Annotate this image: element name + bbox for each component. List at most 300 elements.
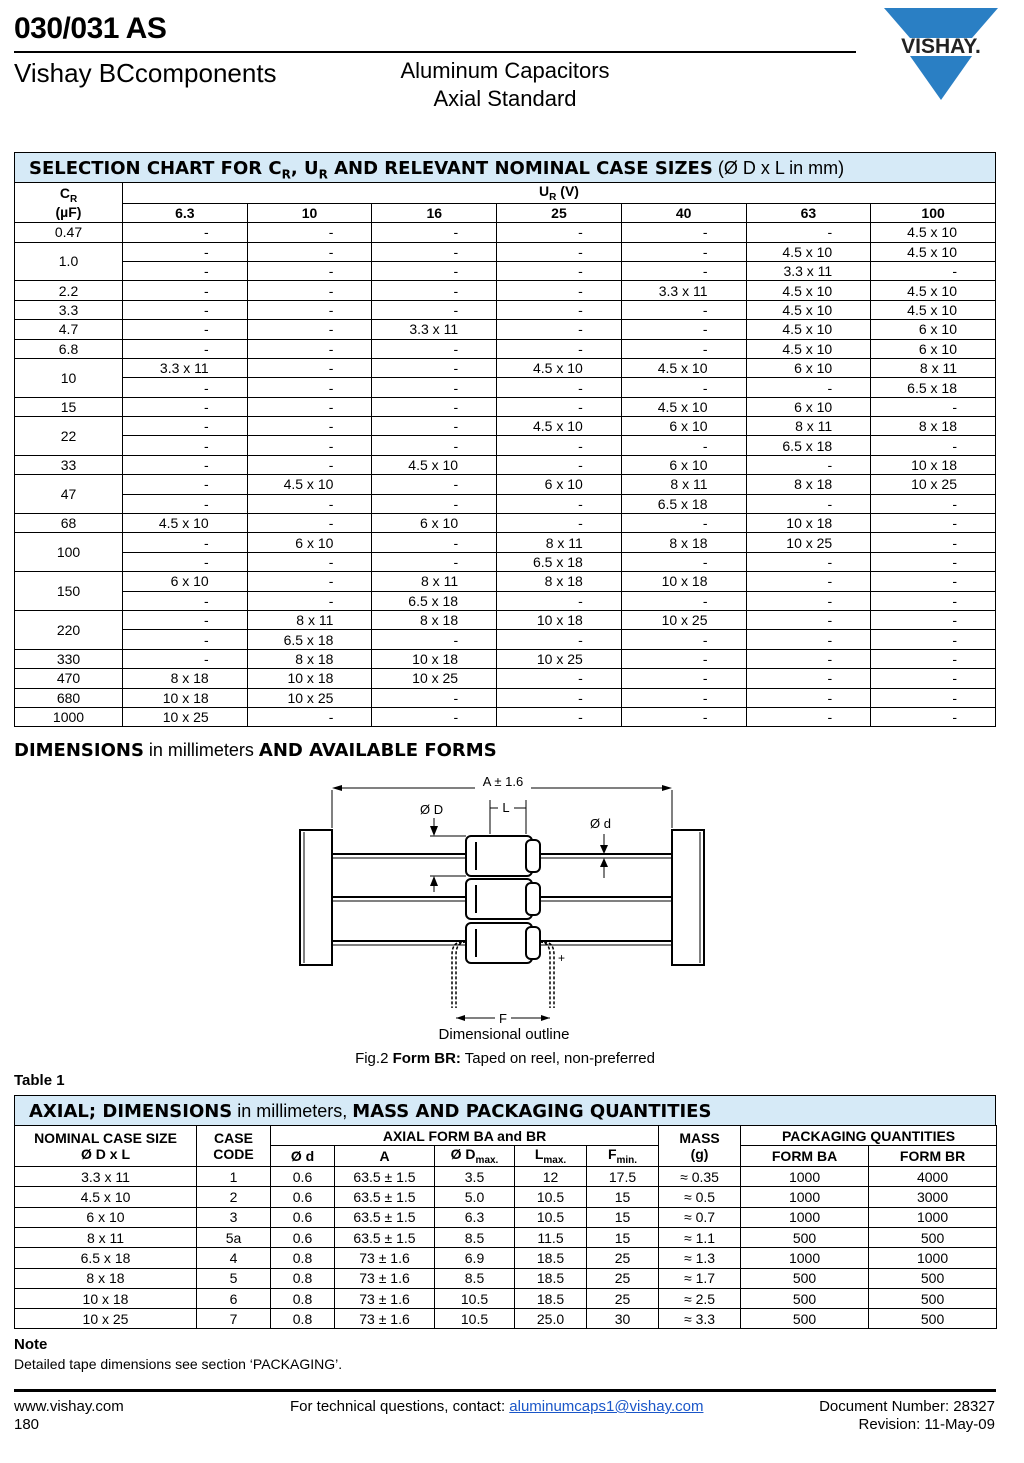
ur-header: $U_R$ (V) <box>123 183 996 204</box>
case-size-cell: 10 x 18 <box>123 688 248 707</box>
dimension-a-label: A ± 1.6 <box>482 774 524 789</box>
case-size-cell: - <box>123 630 248 649</box>
nominal-size-cell: 6 x 10 <box>15 1207 197 1227</box>
capacitance-cell: 6.8 <box>15 339 123 358</box>
case-size-cell: 4.5 x 10 <box>746 339 871 358</box>
case-size-cell: - <box>621 514 746 533</box>
dimensions-heading: DIMENSIONS in millimeters AND AVAILABLE FORMS <box>14 740 497 761</box>
page-number: 180 <box>14 1416 40 1433</box>
case-size-cell: 6 x 10 <box>871 320 996 339</box>
lead-diameter-cell: 0.6 <box>271 1227 335 1247</box>
case-size-cell: - <box>746 630 871 649</box>
capacitance-cell: 150 <box>15 572 123 611</box>
case-size-cell: 10 x 18 <box>746 514 871 533</box>
table-row <box>15 397 996 416</box>
case-size-cell: - <box>621 707 746 726</box>
case-size-cell: - <box>123 261 248 280</box>
case-size-cell: 4.5 x 10 <box>123 514 248 533</box>
case-size-cell: - <box>871 494 996 513</box>
case-size-cell: - <box>372 436 497 455</box>
form-ba-cell: 500 <box>741 1288 869 1308</box>
case-size-cell: 6 x 10 <box>372 514 497 533</box>
case-size-cell: - <box>123 475 248 494</box>
vishay-logo <box>882 8 1000 104</box>
capacitance-cell: 3.3 <box>15 300 123 319</box>
table-row <box>15 1167 997 1187</box>
case-size-cell: - <box>247 397 372 416</box>
case-size-cell: - <box>621 300 746 319</box>
d-max-cell: 8.5 <box>435 1268 515 1288</box>
case-size-cell: - <box>497 455 622 474</box>
case-size-cell: 8 x 18 <box>746 475 871 494</box>
mass-cell: ≈ 1.3 <box>659 1248 741 1268</box>
case-size-cell: - <box>372 475 497 494</box>
f-min-cell: 30 <box>587 1309 659 1329</box>
case-size-cell: 10 x 25 <box>621 611 746 630</box>
nominal-size-cell: 8 x 18 <box>15 1268 197 1288</box>
table-row <box>15 494 996 513</box>
case-size-cell: - <box>123 320 248 339</box>
voltage-header: 63 <box>746 203 871 222</box>
document-number: Document Number: 28327 <box>819 1398 995 1415</box>
case-size-cell: - <box>871 707 996 726</box>
selection-chart-title: SELECTION CHART FOR $C_R$, $U_R$ AND RELEVANT NOMINAL CASE SIZES (Ø D x L in mm) <box>14 152 996 182</box>
table-row <box>15 1248 997 1268</box>
figure-caption: Fig.2 Form BR: Taped on reel, non-preferred <box>355 1050 655 1067</box>
table-row <box>15 649 996 668</box>
case-size-cell: 10 x 18 <box>497 611 622 630</box>
case-code-cell: 5 <box>197 1268 271 1288</box>
f-min-header: $F_{min.}$ <box>587 1146 659 1167</box>
d-max-cell: 8.5 <box>435 1227 515 1247</box>
l-max-cell: 18.5 <box>515 1248 587 1268</box>
case-size-cell: - <box>871 514 996 533</box>
d-max-cell: 6.9 <box>435 1248 515 1268</box>
case-size-cell: - <box>746 455 871 474</box>
nominal-size-cell: 10 x 25 <box>15 1309 197 1329</box>
case-size-cell: - <box>247 514 372 533</box>
case-size-cell: 8 x 18 <box>247 649 372 668</box>
case-size-cell: - <box>123 436 248 455</box>
case-size-cell: - <box>123 397 248 416</box>
case-size-cell: 6 x 10 <box>746 358 871 377</box>
case-size-cell: 3.3 x 11 <box>123 358 248 377</box>
axial-dimensions-table <box>14 1125 997 1329</box>
case-size-cell: - <box>621 688 746 707</box>
case-size-cell: - <box>621 223 746 242</box>
mass-cell: ≈ 0.35 <box>659 1167 741 1187</box>
case-size-cell: - <box>372 300 497 319</box>
dimension-small-d-label: Ø d <box>590 816 611 831</box>
case-size-cell: - <box>746 649 871 668</box>
case-size-cell: - <box>372 339 497 358</box>
case-size-cell: - <box>746 494 871 513</box>
footer-website-link[interactable]: www.vishay.com <box>14 1398 124 1415</box>
table-row <box>15 417 996 436</box>
case-size-cell: - <box>372 533 497 552</box>
table-row <box>15 475 996 494</box>
case-size-cell: - <box>123 649 248 668</box>
lead-diameter-cell: 0.6 <box>271 1187 335 1207</box>
form-ba-header: FORM BA <box>741 1146 869 1167</box>
form-br-cell: 3000 <box>869 1187 997 1207</box>
l-max-cell: 10.5 <box>515 1187 587 1207</box>
case-size-cell: 10 x 25 <box>372 669 497 688</box>
note-text: Detailed tape dimensions see section ‘PACKAGING’. <box>14 1356 343 1372</box>
f-min-cell: 15 <box>587 1207 659 1227</box>
header-rule <box>14 51 856 53</box>
nominal-size-cell: 10 x 18 <box>15 1288 197 1308</box>
capacitance-cell: 0.47 <box>15 223 123 242</box>
case-size-cell: 4.5 x 10 <box>746 320 871 339</box>
case-size-cell: 6.5 x 18 <box>497 552 622 571</box>
capacitance-cell: 220 <box>15 611 123 650</box>
length-a-cell: 73 ± 1.6 <box>335 1268 435 1288</box>
lead-diameter-cell: 0.6 <box>271 1207 335 1227</box>
capacitance-cell: 1000 <box>15 707 123 726</box>
case-size-cell: 6 x 10 <box>621 455 746 474</box>
case-size-cell: - <box>746 591 871 610</box>
lead-diameter-cell: 0.8 <box>271 1309 335 1329</box>
subtitle-line-2: Axial Standard <box>433 86 577 111</box>
d-max-cell: 10.5 <box>435 1309 515 1329</box>
case-size-cell: - <box>621 436 746 455</box>
case-size-cell: 10 x 18 <box>871 455 996 474</box>
subtitle-line-1: Aluminum Capacitors <box>400 58 610 83</box>
case-size-cell: - <box>372 397 497 416</box>
voltage-header: 25 <box>497 203 622 222</box>
case-size-cell: - <box>871 669 996 688</box>
case-size-cell: - <box>247 281 372 300</box>
capacitance-cell: 1.0 <box>15 242 123 281</box>
capacitance-cell: 10 <box>15 358 123 397</box>
case-size-cell: - <box>247 436 372 455</box>
voltage-header: 100 <box>871 203 996 222</box>
nominal-case-size-header: NOMINAL CASE SIZE Ø D x L <box>15 1126 197 1167</box>
case-size-cell: - <box>621 242 746 261</box>
case-size-cell: - <box>123 455 248 474</box>
case-size-cell: 10 x 25 <box>746 533 871 552</box>
case-size-cell: - <box>123 494 248 513</box>
case-size-cell: 6 x 10 <box>497 475 622 494</box>
case-size-cell: - <box>871 397 996 416</box>
case-code-cell: 1 <box>197 1167 271 1187</box>
capacitance-cell: 330 <box>15 649 123 668</box>
case-size-cell: 4.5 x 10 <box>746 300 871 319</box>
length-a-header: A <box>335 1146 435 1167</box>
case-size-cell: - <box>247 707 372 726</box>
case-size-cell: - <box>372 261 497 280</box>
dimension-l-label: L <box>502 800 510 815</box>
footer-contact: For technical questions, contact: aluminumcaps1@vishay.com <box>290 1398 704 1415</box>
case-size-cell: 8 x 11 <box>372 572 497 591</box>
case-size-cell: - <box>247 552 372 571</box>
l-max-cell: 12 <box>515 1167 587 1187</box>
table-row <box>15 261 996 280</box>
case-size-cell: - <box>871 688 996 707</box>
case-size-cell: 8 x 11 <box>621 475 746 494</box>
case-size-cell: 10 x 25 <box>123 707 248 726</box>
capacitor-body-3 <box>466 923 540 963</box>
case-size-cell: 4.5 x 10 <box>372 455 497 474</box>
case-size-cell: - <box>497 494 622 513</box>
table-row <box>15 669 996 688</box>
length-a-cell: 73 ± 1.6 <box>335 1248 435 1268</box>
case-size-cell: - <box>746 378 871 397</box>
case-size-cell: 6.5 x 18 <box>247 630 372 649</box>
form-ba-cell: 1000 <box>741 1248 869 1268</box>
case-size-cell: - <box>497 436 622 455</box>
f-min-cell: 15 <box>587 1227 659 1247</box>
table-row <box>15 552 996 571</box>
l-max-cell: 25.0 <box>515 1309 587 1329</box>
length-a-cell: 73 ± 1.6 <box>335 1288 435 1308</box>
case-size-cell: - <box>746 669 871 688</box>
table-row <box>15 707 996 726</box>
case-size-cell: - <box>746 572 871 591</box>
case-size-cell: 8 x 11 <box>497 533 622 552</box>
table-row <box>15 630 996 649</box>
case-size-cell: 8 x 18 <box>621 533 746 552</box>
case-size-cell: - <box>871 572 996 591</box>
case-size-cell: 10 x 25 <box>497 649 622 668</box>
case-size-cell: - <box>871 591 996 610</box>
case-size-cell: 8 x 11 <box>247 611 372 630</box>
capacitance-cell: 4.7 <box>15 320 123 339</box>
case-size-cell: - <box>871 611 996 630</box>
case-size-cell: - <box>247 572 372 591</box>
form-ba-cell: 1000 <box>741 1187 869 1207</box>
case-size-cell: 3.3 x 11 <box>372 320 497 339</box>
case-size-cell: 8 x 11 <box>746 417 871 436</box>
table-row <box>15 688 996 707</box>
length-a-cell: 73 ± 1.6 <box>335 1309 435 1329</box>
case-size-cell: - <box>247 223 372 242</box>
table-row <box>15 1187 997 1207</box>
case-size-cell: 6 x 10 <box>871 339 996 358</box>
dimensional-outline-figure <box>290 770 710 1030</box>
capacitor-body-1 <box>466 836 540 876</box>
case-size-cell: 10 x 18 <box>621 572 746 591</box>
table-row <box>15 1207 997 1227</box>
plus-marking: + <box>558 951 566 965</box>
mass-cell: ≈ 0.5 <box>659 1187 741 1207</box>
table-row <box>15 436 996 455</box>
case-code-cell: 2 <box>197 1187 271 1207</box>
form-br-cell: 500 <box>869 1288 997 1308</box>
case-size-cell: - <box>871 261 996 280</box>
table-1-label: Table 1 <box>14 1072 65 1089</box>
case-code-cell: 4 <box>197 1248 271 1268</box>
table-row <box>15 1309 997 1329</box>
case-size-cell: 8 x 18 <box>497 572 622 591</box>
nominal-size-cell: 4.5 x 10 <box>15 1187 197 1207</box>
table-row <box>15 455 996 474</box>
case-size-cell: - <box>372 417 497 436</box>
case-size-cell: 8 x 18 <box>372 611 497 630</box>
case-size-cell: - <box>497 630 622 649</box>
capacitance-cell: 680 <box>15 688 123 707</box>
case-size-cell: - <box>247 261 372 280</box>
case-size-cell: - <box>247 358 372 377</box>
cr-header: $C_R$ (µF) <box>15 183 123 223</box>
capacitance-cell: 68 <box>15 514 123 533</box>
case-size-cell: - <box>497 320 622 339</box>
case-size-cell: 10 x 18 <box>247 669 372 688</box>
case-size-cell: - <box>497 514 622 533</box>
form-ba-cell: 500 <box>741 1227 869 1247</box>
case-size-cell: 10 x 25 <box>871 475 996 494</box>
voltage-header-row <box>15 203 996 222</box>
case-size-cell: - <box>621 649 746 668</box>
case-size-cell: 6 x 10 <box>247 533 372 552</box>
case-size-cell: - <box>123 378 248 397</box>
case-code-cell: 7 <box>197 1309 271 1329</box>
case-size-cell: 6 x 10 <box>621 417 746 436</box>
form-br-cell: 4000 <box>869 1167 997 1187</box>
voltage-header: 6.3 <box>123 203 248 222</box>
f-min-cell: 25 <box>587 1268 659 1288</box>
voltage-header: 40 <box>621 203 746 222</box>
case-size-cell: - <box>372 707 497 726</box>
table-row <box>15 281 996 300</box>
selection-chart-table <box>14 182 996 727</box>
table-row <box>15 1268 997 1288</box>
table-row <box>15 358 996 377</box>
form-br-cell: 1000 <box>869 1248 997 1268</box>
case-size-cell: 6.5 x 18 <box>746 436 871 455</box>
form-ba-cell: 500 <box>741 1268 869 1288</box>
mass-cell: ≈ 2.5 <box>659 1288 741 1308</box>
case-size-cell: - <box>247 242 372 261</box>
nominal-size-cell: 6.5 x 18 <box>15 1248 197 1268</box>
table-row <box>15 514 996 533</box>
mass-cell: ≈ 1.7 <box>659 1268 741 1288</box>
lead-diameter-header: Ø d <box>271 1146 335 1167</box>
document-subtitle <box>380 57 630 113</box>
case-size-cell: 4.5 x 10 <box>871 281 996 300</box>
mass-cell: ≈ 0.7 <box>659 1207 741 1227</box>
case-size-cell: 6 x 10 <box>746 397 871 416</box>
case-size-cell: - <box>247 591 372 610</box>
nominal-size-cell: 8 x 11 <box>15 1227 197 1247</box>
contact-email-link[interactable]: aluminumcaps1@vishay.com <box>509 1398 704 1415</box>
logo-wordmark: VISHAY. <box>901 35 981 58</box>
case-size-cell: 4.5 x 10 <box>871 242 996 261</box>
case-size-cell: - <box>497 339 622 358</box>
length-a-cell: 63.5 ± 1.5 <box>335 1167 435 1187</box>
case-size-cell: - <box>247 417 372 436</box>
case-size-cell: 8 x 11 <box>871 358 996 377</box>
voltage-header: 16 <box>372 203 497 222</box>
case-size-cell: 8 x 18 <box>871 417 996 436</box>
case-size-cell: - <box>247 494 372 513</box>
dimension-f-label: F <box>499 1011 507 1026</box>
case-size-cell: - <box>247 455 372 474</box>
table-row <box>15 591 996 610</box>
case-size-cell: - <box>497 688 622 707</box>
case-size-cell: - <box>247 339 372 358</box>
case-size-cell: 4.5 x 10 <box>621 397 746 416</box>
axial-form-header: AXIAL FORM BA and BR <box>271 1126 659 1146</box>
case-size-cell: - <box>123 591 248 610</box>
case-size-cell: - <box>497 669 622 688</box>
d-max-cell: 5.0 <box>435 1187 515 1207</box>
capacitance-cell: 22 <box>15 417 123 456</box>
case-size-cell: - <box>372 688 497 707</box>
table-row <box>15 1227 997 1247</box>
table-row <box>15 300 996 319</box>
table-row <box>15 339 996 358</box>
case-size-cell: - <box>123 242 248 261</box>
length-a-cell: 63.5 ± 1.5 <box>335 1227 435 1247</box>
case-size-cell: - <box>746 707 871 726</box>
note-label: Note <box>14 1336 48 1353</box>
mass-header: MASS (g) <box>659 1126 741 1167</box>
case-size-cell: - <box>247 378 372 397</box>
part-number: 030/031 AS <box>14 12 167 45</box>
case-size-cell: - <box>123 552 248 571</box>
lead-diameter-cell: 0.8 <box>271 1248 335 1268</box>
capacitance-cell: 2.2 <box>15 281 123 300</box>
case-size-cell: 4.5 x 10 <box>871 223 996 242</box>
case-size-cell: - <box>871 630 996 649</box>
d-max-cell: 6.3 <box>435 1207 515 1227</box>
packaging-header: PACKAGING QUANTITIES <box>741 1126 997 1146</box>
case-size-cell: - <box>123 417 248 436</box>
case-size-cell: - <box>372 494 497 513</box>
form-ba-cell: 500 <box>741 1309 869 1329</box>
case-size-cell: - <box>497 242 622 261</box>
form-ba-cell: 1000 <box>741 1207 869 1227</box>
company-name: Vishay BCcomponents <box>14 58 277 88</box>
case-size-cell: 4.5 x 10 <box>871 300 996 319</box>
table-row <box>15 320 996 339</box>
case-size-cell: - <box>497 300 622 319</box>
voltage-header: 10 <box>247 203 372 222</box>
l-max-cell: 11.5 <box>515 1227 587 1247</box>
capacitance-cell: 15 <box>15 397 123 416</box>
case-size-cell: - <box>497 223 622 242</box>
case-size-cell: - <box>746 688 871 707</box>
l-max-header: $L_{max.}$ <box>515 1146 587 1167</box>
form-ba-cell: 1000 <box>741 1167 869 1187</box>
case-size-cell: 8 x 18 <box>123 669 248 688</box>
case-size-cell: 10 x 25 <box>247 688 372 707</box>
case-size-cell: 6.5 x 18 <box>871 378 996 397</box>
form-br-cell: 1000 <box>869 1207 997 1227</box>
case-size-cell: - <box>123 611 248 630</box>
f-min-cell: 15 <box>587 1187 659 1207</box>
table-row <box>15 533 996 552</box>
case-size-cell: - <box>372 223 497 242</box>
d-max-cell: 3.5 <box>435 1167 515 1187</box>
table-row <box>15 242 996 261</box>
capacitance-cell: 470 <box>15 669 123 688</box>
case-size-cell: - <box>621 591 746 610</box>
lead-diameter-cell: 0.6 <box>271 1167 335 1187</box>
table-row <box>15 611 996 630</box>
case-code-cell: 6 <box>197 1288 271 1308</box>
case-size-cell: - <box>621 261 746 280</box>
case-size-cell: 6 x 10 <box>123 572 248 591</box>
case-size-cell: - <box>497 378 622 397</box>
table-row <box>15 223 996 242</box>
case-size-cell: - <box>621 630 746 649</box>
l-max-cell: 18.5 <box>515 1288 587 1308</box>
capacitor-body-2 <box>466 879 540 919</box>
case-size-cell: - <box>871 436 996 455</box>
